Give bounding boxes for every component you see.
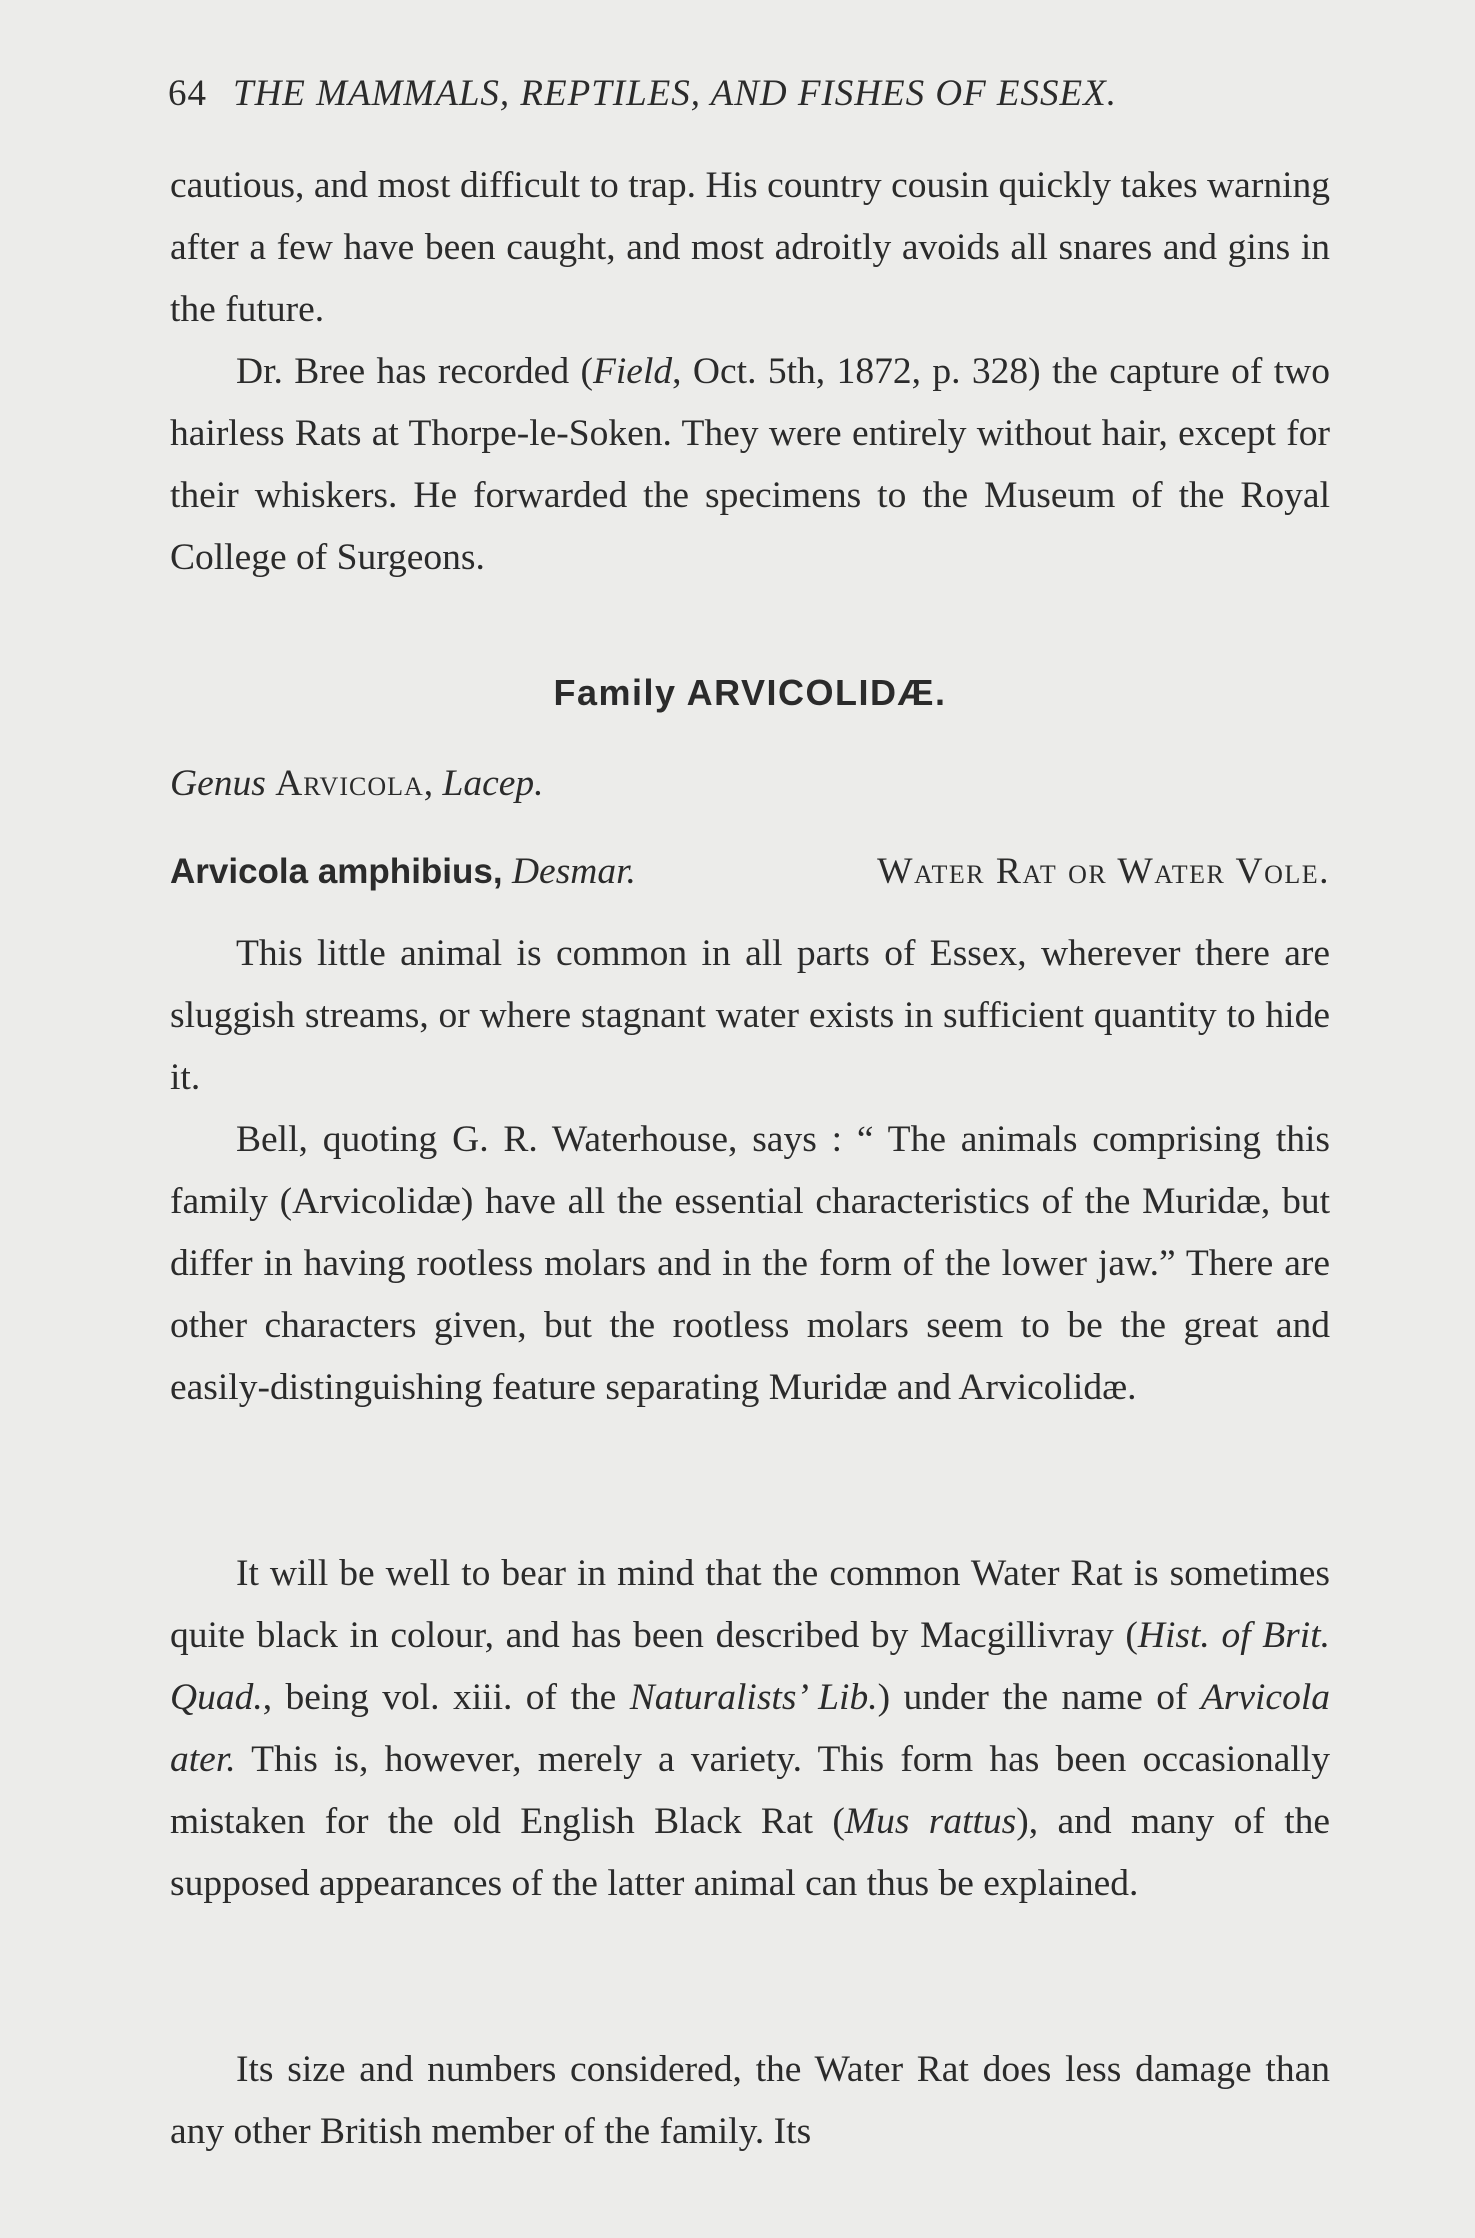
species-name-group (170, 850, 636, 893)
paragraph-text: Dr. Bree has recorded ( (236, 351, 593, 392)
genus-heading (170, 762, 544, 805)
paragraph-size (170, 2039, 1330, 2163)
genus-label: Genus (170, 763, 266, 804)
paragraph-text: This little animal is common in all parts of Essex, wherever there are sluggish streams, or where stagnant water exists in sufficient quantity to hide it. (170, 933, 1330, 1098)
paragraph-text: cautious, and most difficult to trap. His country cousin quickly takes warning after a few have been caught, and most adroitly avoids all snares and gins in the future. (170, 165, 1330, 330)
paragraph-bell (170, 1109, 1330, 1419)
running-title: THE MAMMALS, REPTILES, AND FISHES OF ESSEX. (233, 73, 1117, 114)
genus-author: Lacep. (442, 763, 544, 804)
paragraph-text: Its size and numbers considered, the Water Rat does less damage than any other British member of the family. Its (170, 2049, 1330, 2152)
species-mus-rattus: Mus rattus (844, 1801, 1017, 1842)
paragraph-text: , Oct. 5th, 1872, p. 328) the capture of two hairless Rats at Thorpe-le-Soken. They were entirely without hair, except for their whiskers. He forwarded the specimens to the Museum of the Royal College of Surgeons. (170, 351, 1330, 578)
paragraph-text: , being vol. xiii. of the (262, 1677, 630, 1718)
paragraph-common (170, 923, 1330, 1109)
genus-name: Arvicola (275, 763, 424, 804)
paragraph-bree (170, 341, 1330, 589)
species-author: Desmar. (511, 851, 636, 892)
species-common-name: Water Rat or Water Vole. (877, 851, 1330, 892)
species-name: Arvicola amphibius, (170, 852, 503, 891)
paragraph-text: ), and many of the supposed appearances of the latter animal can thus be explained. (170, 1801, 1331, 1904)
paragraph-cautious (170, 155, 1330, 341)
citation-hist: Hist. of Brit. Quad. (170, 1615, 1330, 1718)
running-header (168, 72, 1117, 115)
species-ater: Arvicola ater. (170, 1677, 1330, 1780)
family-heading: Family ARVICOLIDÆ. (553, 672, 947, 713)
citation-field: Field (592, 351, 673, 392)
paragraph-text: This is, however, merely a variety. This form has been occasionally mistaken for the old English Black Rat ( (170, 1739, 1330, 1842)
page-number: 64 (168, 73, 207, 114)
genus-comma: , (423, 763, 434, 804)
paragraph-text: Bell, quoting G. R. Waterhouse, says : “ The animals comprising this family (Arvicolidæ) have all the essential characteristics of the Muridæ, but differ in having rootless molars and in the form of the lower jaw.” There are other characters given, but the rootless molars seem to be the great and easily-distinguishing feature separating Muridæ and Arvicolidæ. (170, 1119, 1330, 1408)
citation-lib: Naturalists’ Lib. (629, 1677, 878, 1718)
species-heading (170, 850, 1330, 893)
paragraph-text: It will be well to bear in mind that the common Water Rat is sometimes quite black in colour, and has been described by Macgillivray ( (170, 1553, 1330, 1656)
paragraph-black-rat (170, 1543, 1330, 1915)
paragraph-text: ) under the name of (877, 1677, 1201, 1718)
